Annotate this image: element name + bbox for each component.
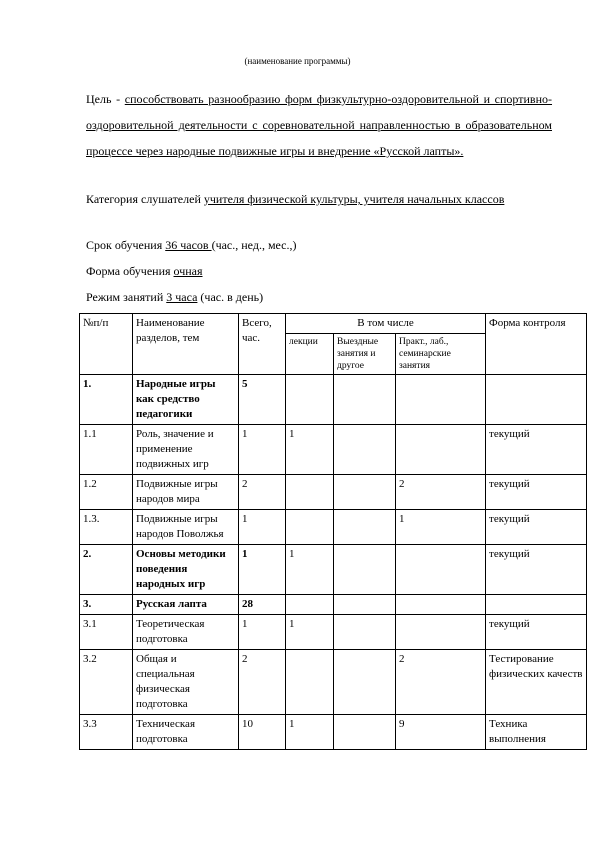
cell-lecture bbox=[286, 475, 334, 510]
header-visiting: Выездные занятия и другое bbox=[334, 334, 396, 375]
table-row bbox=[80, 715, 587, 750]
form-value: очная bbox=[173, 264, 203, 278]
mode-suffix: (час. в день) bbox=[197, 290, 264, 304]
cell-practice bbox=[396, 545, 486, 595]
table-row bbox=[80, 595, 587, 615]
cell-practice: 2 bbox=[396, 475, 486, 510]
cell-name: Общая и специальная физическая подготовка bbox=[133, 650, 239, 715]
cell-total: 1 bbox=[239, 510, 286, 545]
cell-visiting bbox=[334, 425, 396, 475]
table-row bbox=[80, 650, 587, 715]
cell-num: 3. bbox=[80, 595, 133, 615]
cell-visiting bbox=[334, 650, 396, 715]
cell-visiting bbox=[334, 715, 396, 750]
cell-visiting bbox=[334, 510, 396, 545]
cell-name: Роль, значение и применение подвижных игр bbox=[133, 425, 239, 475]
duration-label: Срок обучения bbox=[86, 238, 166, 252]
cell-total: 10 bbox=[239, 715, 286, 750]
goal-text: способствовать разнообразию форм физкультурно-оздоровительной и спортивно-оздоровительной деятельности с соревновательной направленностью в образовательном процессе через народные подвижные игры и внедрение «Русской лапты». bbox=[86, 92, 553, 158]
goal-prefix: Цель - bbox=[86, 92, 125, 106]
table-row bbox=[80, 375, 587, 425]
cell-lecture bbox=[286, 510, 334, 545]
cell-name: Теоретическая подготовка bbox=[133, 615, 239, 650]
cell-control: текущий bbox=[486, 425, 587, 475]
cell-visiting bbox=[334, 545, 396, 595]
cell-lecture: 1 bbox=[286, 425, 334, 475]
cell-num: 1. bbox=[80, 375, 133, 425]
cell-total: 1 bbox=[239, 545, 286, 595]
table-row bbox=[80, 510, 587, 545]
cell-num: 3.1 bbox=[80, 615, 133, 650]
table-row bbox=[80, 615, 587, 650]
cell-name: Народные игры как средство педагогики bbox=[133, 375, 239, 425]
cell-control: текущий bbox=[486, 510, 587, 545]
cell-practice: 2 bbox=[396, 650, 486, 715]
cell-name: Техническая подготовка bbox=[133, 715, 239, 750]
cell-control: текущий bbox=[486, 545, 587, 595]
cell-total: 1 bbox=[239, 615, 286, 650]
cell-practice bbox=[396, 375, 486, 425]
cell-name: Подвижные игры народов мира bbox=[133, 475, 239, 510]
cell-num: 1.2 bbox=[80, 475, 133, 510]
cell-lecture: 1 bbox=[286, 545, 334, 595]
cell-num: 1.1 bbox=[80, 425, 133, 475]
cell-total: 28 bbox=[239, 595, 286, 615]
category-paragraph bbox=[86, 186, 552, 212]
table-row bbox=[80, 545, 587, 595]
cell-lecture bbox=[286, 650, 334, 715]
cell-total: 2 bbox=[239, 650, 286, 715]
duration-value: 36 часов bbox=[165, 238, 212, 252]
header-control: Форма контроля bbox=[486, 314, 587, 375]
table-row bbox=[80, 425, 587, 475]
cell-name: Основы методики поведения народных игр bbox=[133, 545, 239, 595]
cell-total: 5 bbox=[239, 375, 286, 425]
cell-visiting bbox=[334, 375, 396, 425]
cell-visiting bbox=[334, 595, 396, 615]
cell-lecture: 1 bbox=[286, 615, 334, 650]
header-name: Наименование разделов, тем bbox=[133, 314, 239, 375]
header-num: №п/п bbox=[80, 314, 133, 375]
header-including: В том числе bbox=[286, 314, 486, 334]
header-lecture: лекции bbox=[286, 334, 334, 375]
cell-num: 3.2 bbox=[80, 650, 133, 715]
mode-line bbox=[86, 290, 263, 305]
cell-visiting bbox=[334, 475, 396, 510]
duration-line bbox=[86, 238, 297, 253]
form-label: Форма обучения bbox=[86, 264, 174, 278]
cell-control: Техника выполнения bbox=[486, 715, 587, 750]
mode-label: Режим занятий bbox=[86, 290, 167, 304]
cell-control: текущий bbox=[486, 615, 587, 650]
header-practice: Практ., лаб., семинарские занятия bbox=[396, 334, 486, 375]
cell-practice: 9 bbox=[396, 715, 486, 750]
cell-total: 1 bbox=[239, 425, 286, 475]
cell-num: 1.3. bbox=[80, 510, 133, 545]
category-label: Категория слушателей bbox=[86, 192, 204, 206]
cell-lecture bbox=[286, 375, 334, 425]
cell-control bbox=[486, 595, 587, 615]
form-line bbox=[86, 264, 203, 279]
cell-practice bbox=[396, 425, 486, 475]
cell-name: Подвижные игры народов Поволжья bbox=[133, 510, 239, 545]
header-total: Всего, час. bbox=[239, 314, 286, 375]
cell-practice bbox=[396, 595, 486, 615]
cell-practice bbox=[396, 615, 486, 650]
category-value: учителя физической культуры, учителя начальных классов bbox=[203, 192, 505, 206]
cell-control bbox=[486, 375, 587, 425]
cell-lecture: 1 bbox=[286, 715, 334, 750]
duration-suffix: (час., нед., мес.,) bbox=[211, 238, 297, 252]
cell-num: 3.3 bbox=[80, 715, 133, 750]
cell-visiting bbox=[334, 615, 396, 650]
cell-total: 2 bbox=[239, 475, 286, 510]
goal-paragraph bbox=[86, 86, 552, 164]
cell-num: 2. bbox=[80, 545, 133, 595]
table-row bbox=[80, 475, 587, 510]
cell-practice: 1 bbox=[396, 510, 486, 545]
cell-lecture bbox=[286, 595, 334, 615]
program-name-caption: (наименование программы) bbox=[244, 56, 351, 66]
curriculum-table bbox=[79, 313, 587, 750]
mode-value: 3 часа bbox=[166, 290, 198, 304]
cell-control: текущий bbox=[486, 475, 587, 510]
cell-name: Русская лапта bbox=[133, 595, 239, 615]
cell-control: Тестирование физических качеств bbox=[486, 650, 587, 715]
